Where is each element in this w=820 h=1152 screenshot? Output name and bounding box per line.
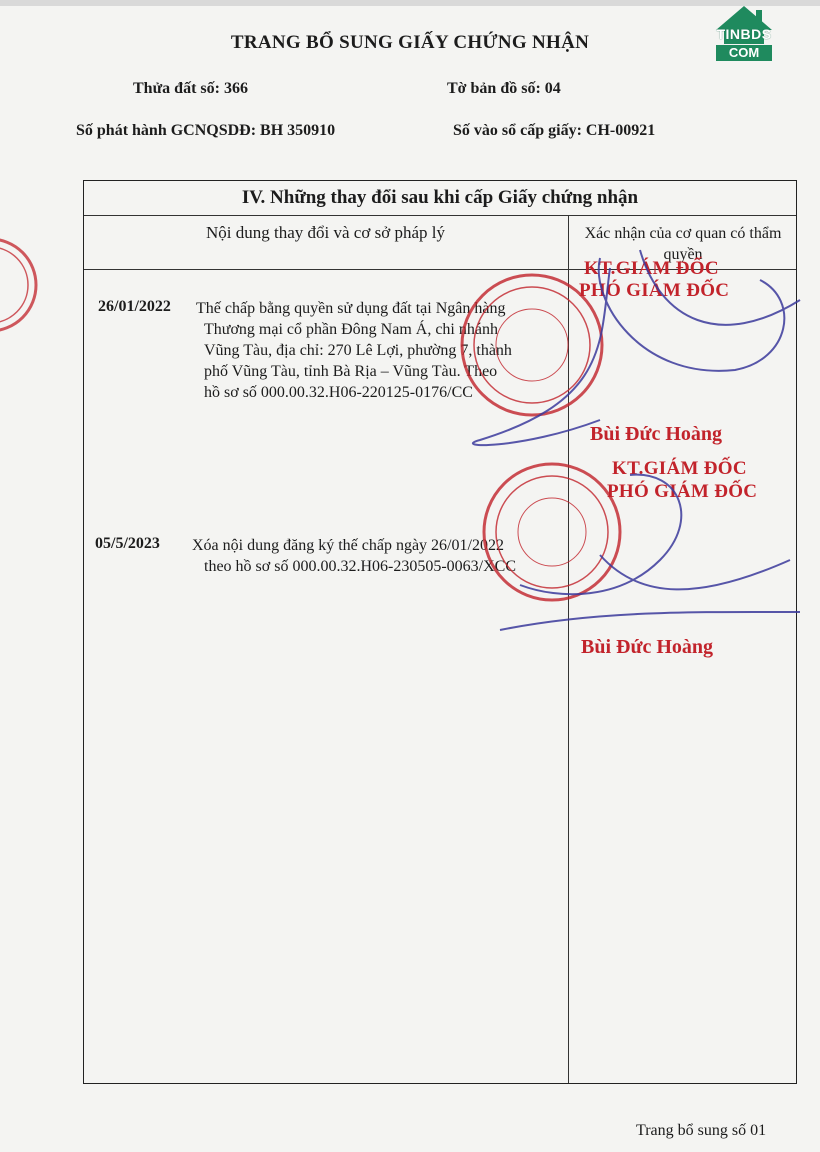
signatory-name: Bùi Đức Hoàng [590,423,723,445]
entry-line: theo hồ sơ số 000.00.32.H06-230505-0063/XCC [204,558,517,575]
logo-text: TINBDS [716,26,772,42]
entry-line: phố Vũng Tàu, tỉnh Bà Rịa – Vũng Tàu. Theo [204,363,498,380]
entry-date: 26/01/2022 [98,298,171,315]
signatory-title: KT.GIÁM ĐỐC [584,258,719,279]
entry-line: hồ sơ số 000.00.32.H06-220125-0176/CC [204,384,473,401]
signatory-title: KT.GIÁM ĐỐC [612,458,747,479]
entry-line: Vũng Tàu, địa chỉ: 270 Lê Lợi, phường 7, thành [204,342,512,359]
entry-content [192,535,516,577]
page-number: Trang bổ sung số 01 [636,1122,767,1139]
registry-number: Số vào sổ cấp giấy: CH-00921 [453,122,656,139]
entry-line: Thế chấp bằng quyền sử dụng đất tại Ngân hàng [196,300,506,317]
logo-subtext: COM [716,45,772,61]
entry-date: 05/5/2023 [95,535,160,552]
column-header-content: Nội dung thay đổi và cơ sở pháp lý [206,223,445,242]
certificate-serial: Số phát hành GCNQSDĐ: BH 350910 [76,122,336,139]
page-title: TRANG BỔ SUNG GIẤY CHỨNG NHẬN [230,32,590,53]
entry-line: Thương mại cổ phần Đông Nam Á, chi nhánh [204,321,498,338]
changes-table [83,180,797,1084]
entry-line: Xóa nội dung đăng ký thế chấp ngày 26/01/2022 [192,537,504,554]
column-divider [568,215,569,1083]
map-sheet-number: Tờ bản đồ số: 04 [447,80,561,97]
signatory-position: PHÓ GIÁM ĐỐC [607,481,758,502]
signatory-position: PHÓ GIÁM ĐỐC [579,280,730,301]
top-edge-strip [0,0,820,6]
entry-content [196,298,512,403]
tinbds-logo [712,4,776,64]
column-header-confirmation: Xác nhận của cơ quan có thẩm quyền [584,225,782,263]
header-divider [84,215,796,216]
parcel-number: Thửa đất số: 366 [133,80,248,97]
official-seal-left-edge [0,239,36,331]
signatory-name: Bùi Đức Hoàng [581,636,714,658]
section-title: IV. Những thay đổi sau khi cấp Giấy chứng nhận [241,187,639,208]
